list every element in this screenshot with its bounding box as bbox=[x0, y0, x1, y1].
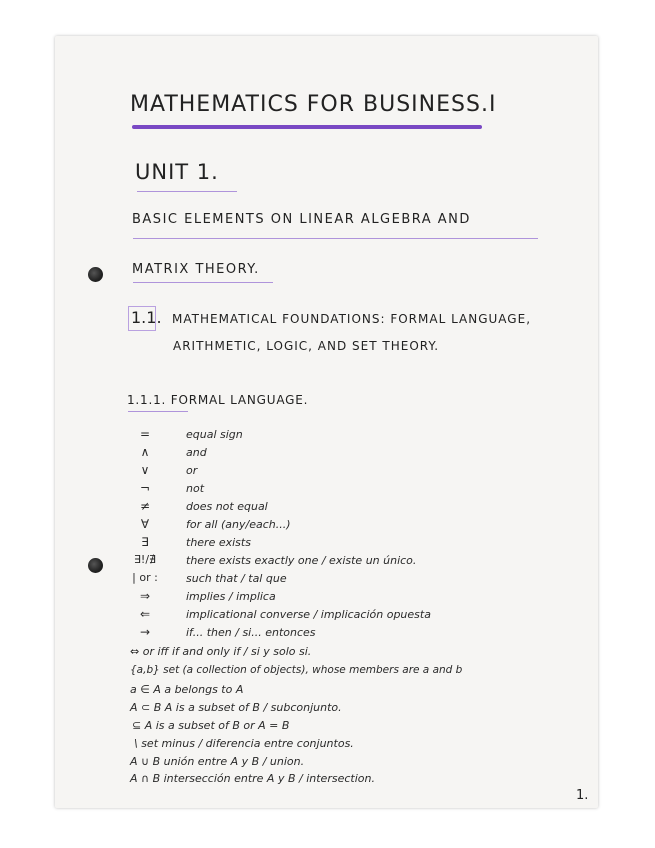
heading-line-1: BASIC ELEMENTS ON LINEAR ALGEBRA AND bbox=[132, 212, 471, 227]
symbol-implies: ⇒ bbox=[139, 589, 151, 603]
symbol-converse: ⇐ bbox=[139, 607, 151, 621]
definition-iff: ⇔ or iff if and only if / si y solo si. bbox=[130, 645, 312, 658]
section-line-2: ARITHMETIC, LOGIC, AND SET THEORY. bbox=[173, 339, 440, 353]
symbol-meaning: and bbox=[186, 446, 207, 459]
symbol-meaning: for all (any/each...) bbox=[186, 518, 291, 531]
symbol-exists-unique: ∃!/∄ bbox=[133, 553, 157, 566]
symbol-such-that: | or : bbox=[132, 571, 158, 584]
symbol-if-then: → bbox=[139, 625, 151, 639]
punch-hole-bottom bbox=[88, 558, 103, 573]
heading-underline-2 bbox=[133, 282, 273, 283]
section-line-1: MATHEMATICAL FOUNDATIONS: FORMAL LANGUAGE, bbox=[172, 312, 532, 326]
symbol-meaning: does not equal bbox=[186, 500, 268, 513]
subsection-underline bbox=[128, 411, 188, 412]
definition-subset: A ⊂ B A is a subset of B / subconjunto. bbox=[130, 701, 342, 714]
definition-subset-equal: ⊆ A is a subset of B or A = B bbox=[132, 719, 290, 732]
definition-set: {a,b} set (a collection of objects), whose members are a and b bbox=[130, 664, 463, 676]
symbol-meaning: implies / implica bbox=[186, 590, 276, 603]
definition-intersection: A ∩ B intersección entre A y B / intersection. bbox=[130, 772, 375, 785]
unit-heading: UNIT 1. bbox=[135, 160, 219, 184]
symbol-meaning: there exists bbox=[186, 536, 251, 549]
symbol-meaning: such that / tal que bbox=[186, 572, 287, 585]
page-title: MATHEMATICS FOR BUSINESS.I bbox=[130, 92, 497, 117]
symbol-meaning: if... then / si... entonces bbox=[186, 626, 316, 639]
symbol-equal: = bbox=[139, 427, 151, 441]
symbol-and: ∧ bbox=[140, 445, 150, 459]
punch-hole-top bbox=[88, 267, 103, 282]
symbol-or: ∨ bbox=[140, 463, 150, 477]
symbol-exists: ∃ bbox=[141, 535, 149, 549]
section-number: 1.1. bbox=[131, 308, 162, 327]
title-underline bbox=[132, 125, 482, 129]
symbol-not: ¬ bbox=[139, 481, 151, 495]
symbol-not-equal: ≠ bbox=[139, 499, 151, 513]
symbol-meaning: implicational converse / implicación opuesta bbox=[186, 608, 431, 621]
unit-underline bbox=[137, 191, 237, 192]
heading-line-2: MATRIX THEORY. bbox=[132, 262, 260, 277]
definition-union: A ∪ B unión entre A y B / union. bbox=[130, 755, 305, 768]
symbol-meaning: there exists exactly one / existe un único. bbox=[186, 554, 417, 567]
symbol-meaning: or bbox=[186, 464, 198, 477]
symbol-meaning: equal sign bbox=[186, 428, 243, 441]
heading-underline-1 bbox=[133, 238, 538, 239]
definition-set-minus: \ set minus / diferencia entre conjuntos. bbox=[134, 737, 354, 750]
symbol-meaning: not bbox=[186, 482, 205, 495]
subsection-heading: 1.1.1. FORMAL LANGUAGE. bbox=[127, 393, 309, 407]
definition-belongs: a ∈ A a belongs to A bbox=[130, 683, 244, 696]
symbol-for-all: ∀ bbox=[140, 517, 150, 531]
page-number: 1. bbox=[576, 788, 589, 803]
